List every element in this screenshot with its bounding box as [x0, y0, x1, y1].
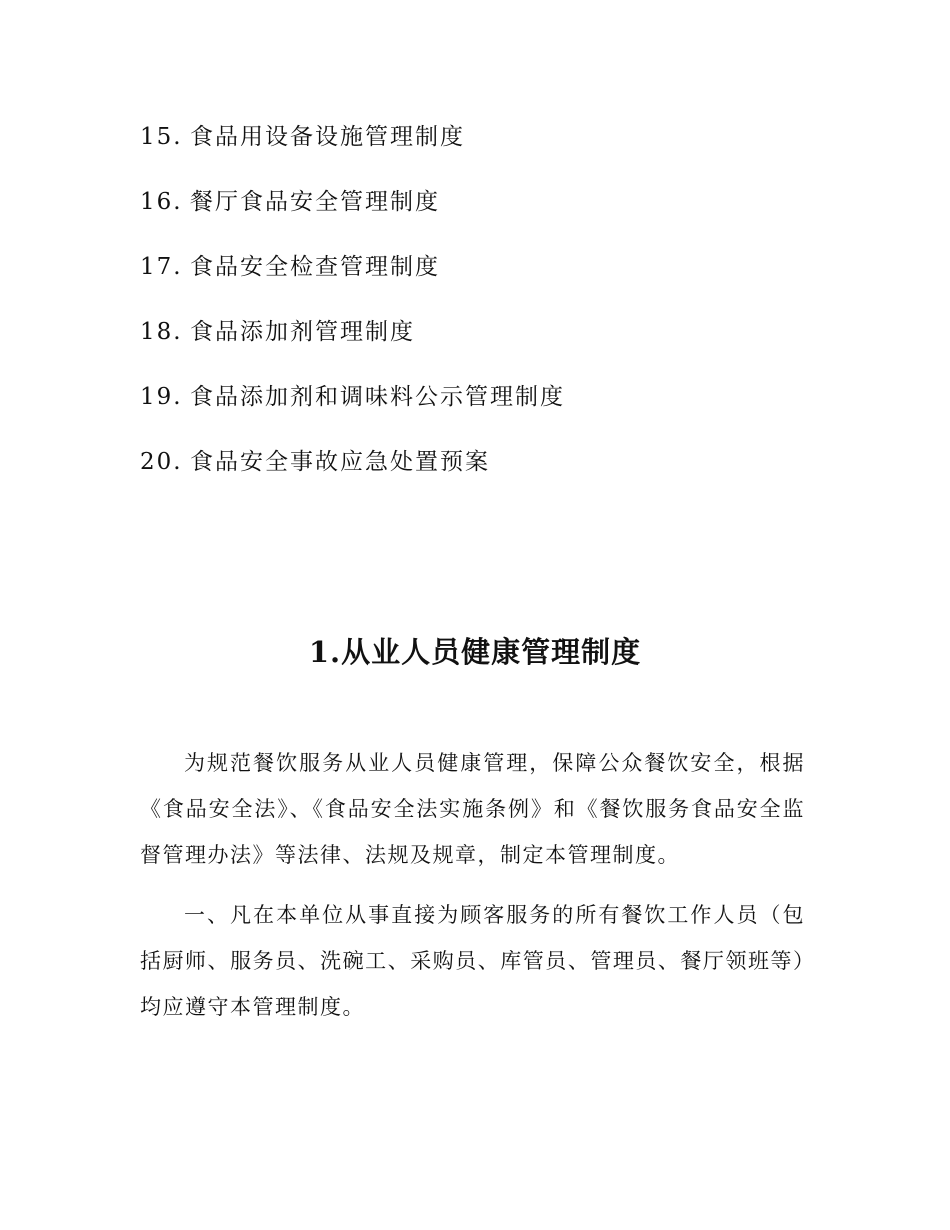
toc-item-number: 19. [140, 384, 183, 410]
toc-item [140, 118, 840, 183]
toc-item-text: 食品安全检查管理制度 [190, 254, 440, 280]
toc-item-number: 17. [140, 254, 183, 280]
toc-item-text: 餐厅食品安全管理制度 [190, 189, 440, 215]
toc-item-text: 食品安全事故应急处置预案 [190, 449, 490, 475]
toc-list [140, 118, 840, 508]
body-paragraph: 为规范餐饮服务从业人员健康管理，保障公众餐饮安全，根据《食品安全法》、《食品安全法实施条例》和《餐饮服务食品安全监督管理办法》等法律、法规及规章，制定本管理制度。 [140, 751, 805, 867]
toc-item [140, 313, 840, 378]
toc-item-text: 食品添加剂管理制度 [190, 319, 415, 345]
toc-item-text: 食品用设备设施管理制度 [190, 124, 465, 150]
toc-item [140, 248, 840, 313]
toc-item-number: 20. [140, 449, 183, 475]
toc-item-number: 18. [140, 319, 183, 345]
toc-item [140, 443, 840, 508]
toc-item [140, 183, 840, 248]
section-title: 1.从业人员健康管理制度 [308, 635, 642, 669]
toc-item-text: 食品添加剂和调味料公示管理制度 [190, 384, 565, 410]
toc-item-number: 15. [140, 124, 183, 150]
toc-item [140, 378, 840, 443]
toc-item-number: 16. [140, 189, 183, 215]
body-paragraph: 一、凡在本单位从事直接为顾客服务的所有餐饮工作人员（包括厨师、服务员、洗碗工、采购员、库管员、管理员、餐厅领班等）均应遵守本管理制度。 [140, 903, 805, 1019]
